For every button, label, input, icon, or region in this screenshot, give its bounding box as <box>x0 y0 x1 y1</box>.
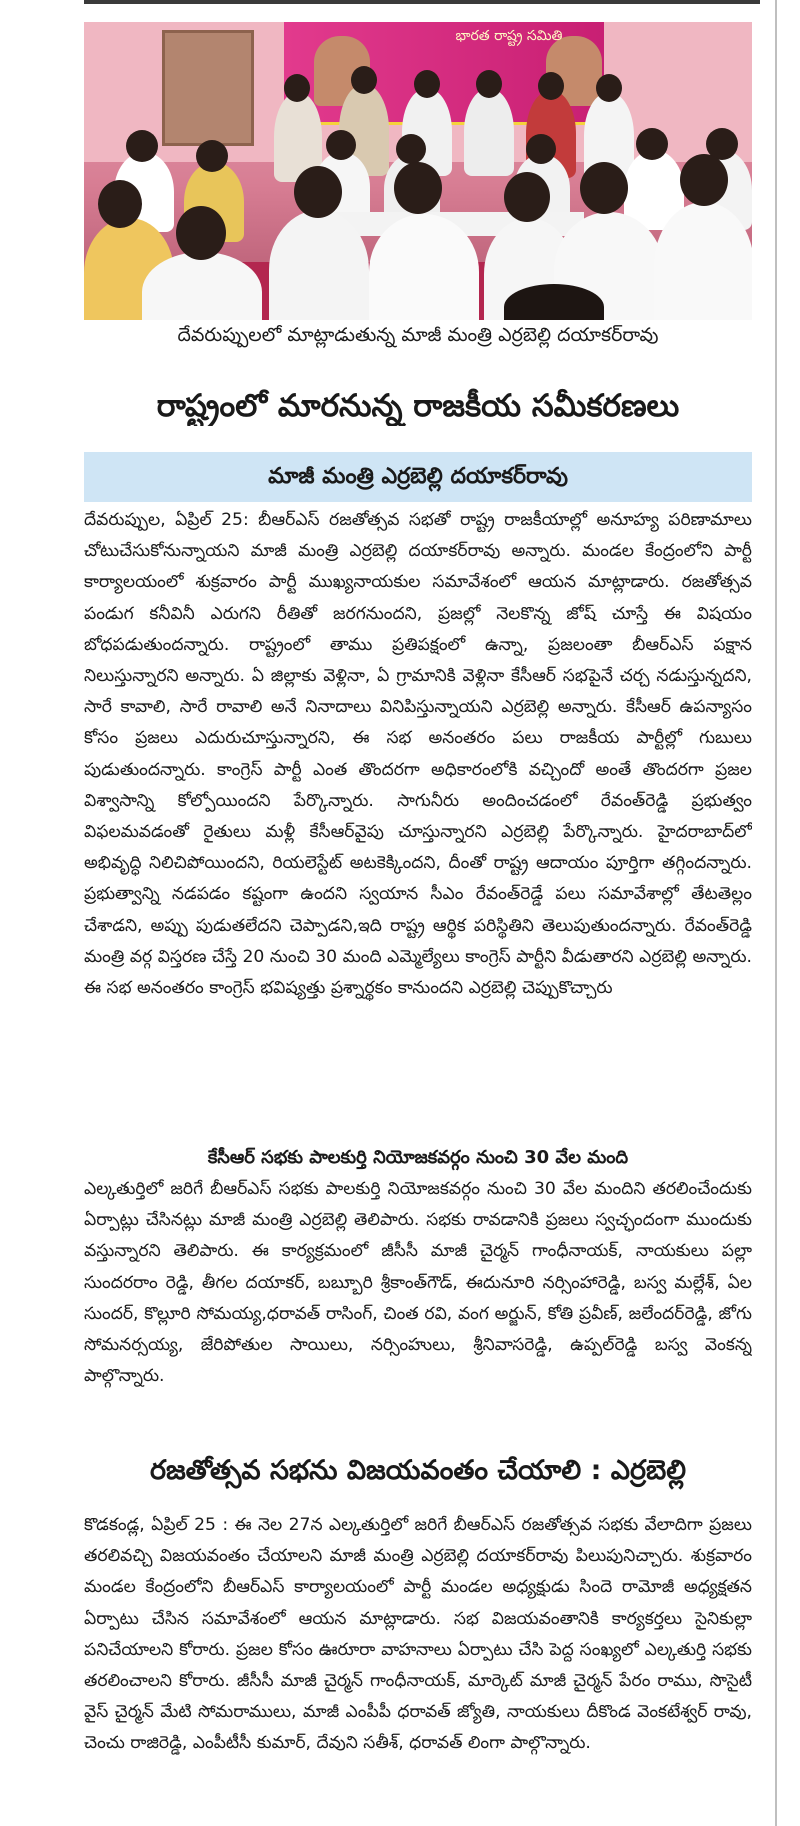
article-body-3 <box>84 1510 752 1826</box>
banner-text: భారత రాష్ట్ర సమితి <box>455 28 563 44</box>
article-paragraph: దేవరుప్పుల, ఏప్రిల్ 25: బీఆర్ఎస్ రజతోత్సవ సభతో రాష్ట్ర రాజకీయాల్లో అనూహ్య పరిణామాలు చోటుచేసుకోనున్నాయని మాజీ మంత్రి ఎర్రబెల్లి దయాకర్‌రావు అన్నారు. మండల కేంద్రంలోని పార్టీ కార్యాలయంలో శుక్రవారం పార్టీ ముఖ్యనాయకుల సమావేశంలో ఆయన మాట్లాడారు. రజతోత్సవ పండుగ కనీవినీ ఎరుగని రీతితో జరగనుందని, ప్రజల్లో నెలకొన్న జోష్ చూస్తే ఈ విషయం బోధపడుతుందన్నారు. రాష్ట్రంలో తాము ప్రతిపక్షంలో ఉన్నా, ప్రజలంతా బీఆర్ఎస్ పక్షాన నిలుస్తున్నారని అన్నారు. ఏ జిల్లాకు వెళ్లినా, ఏ గ్రామానికి వెళ్లినా కేసీఆర్ సభపైనే చర్చ నడుస్తున్నదని, సారే కావాలి, సారే రావాలి అనే నినాదాలు వినిపిస్తున్నాయని ఎర్రబెల్లి అన్నారు. కేసీఆర్ ఉపన్యాసం కోసం ప్రజలు ఎదురుచూస్తున్నారని, ఈ సభ అనంతరం పలు రాజకీయ పార్టీల్లో గుబులు పుడుతుందన్నారు. కాంగ్రెస్ పార్టీ ఎంత తొందరగా అధికారంలోకి వచ్చిందో అంతే తొందరగా ప్రజల విశ్వాసాన్ని కోల్పోయిందని పేర్కొన్నారు. సాగునీరు అందించడంలో రేవంత్‌రెడ్డి ప్రభుత్వం విఫలమవడంతో రైతులు మళ్లీ కేసీఆర్‌వైపు చూస్తున్నారని ఎర్రబెల్లి పేర్కొన్నారు. హైదరాబాద్‌లో అభివృద్ధి నిలిచిపోయిందని, రియలెస్టేట్ అటకెక్కిందని, దీంతో రాష్ట్ర ఆదాయం పూర్తిగా తగ్గిందన్నారు. ప్రభుత్వాన్ని నడపడం కష్టంగా ఉందని స్వయాన సీఎం రేవంత్‌రెడ్డే పలు సమావేశాల్లో తేటతెల్లం చేశాడని, అప్పు పుడుతలేదని చెప్పాడని,ఇది రాష్ట్ర ఆర్థిక పరిస్థితిని తెలుపుతుందన్నారు. రేవంత్‌రెడ్డి మంత్రి వర్గ విస్తరణ చేస్తే 20 నుంచి 30 మంది ఎమ్మెల్యేలు కాంగ్రెస్ పార్టీని వీడుతారని ఎర్రబెల్లి అన్నారు. ఈ సభ అనంతరం కాంగ్రెస్ భవిష్యత్తు ప్రశ్నార్థకం కానుందని ఎర్రబెల్లి చెప్పుకొచ్చారు <box>84 510 752 999</box>
article-body <box>84 505 752 1129</box>
subheading: కేసీఆర్ సభకు పాలకుర్తి నియోజకవర్గం నుంచి 30 వేల మంది <box>207 1147 629 1168</box>
photo-caption: దేవరుప్పులలో మాట్లాడుతున్న మాజీ మంత్రి ఎర్రబెల్లి దయాకర్‌రావు <box>177 324 659 346</box>
headline-2: రజతోత్సవ సభను విజయవంతం చేయాలి : ఎర్రబెల్లి <box>149 1455 687 1486</box>
headline: రాష్ట్రంలో మారనున్న రాజకీయ సమీకరణలు <box>156 388 680 424</box>
meeting-photo <box>84 22 752 320</box>
subheadline: మాజీ మంత్రి ఎర్రబెల్లి దయాకర్‌రావు <box>268 464 568 489</box>
article-paragraph: ఎల్కతుర్తిలో జరిగే బీఆర్ఎస్ సభకు పాలకుర్తి నియోజకవర్గం నుంచి 30 వేల మందిని తరలించేందుకు ఏర్పాట్లు చేసినట్లు మాజీ మంత్రి ఎర్రబెల్లి తెలిపారు. సభకు రావడానికి ప్రజలు స్వచ్ఛందంగా ముందుకు వస్తున్నారని తెలిపారు. ఈ కార్యక్రమంలో జీసీసీ మాజీ చైర్మన్ గాంధీనాయక్, నాయకులు పల్లా సుందరరాం రెడ్డి, తీగల దయాకర్, బబ్బూరి శ్రీకాంత్‌గౌడ్, ఈదునూరి నర్సింహారెడ్డి, బస్వ మల్లేశ్, ఏల సుందర్, కొల్లూరి సోమయ్య,ధరావత్ రాసింగ్, చింత రవి, వంగ అర్జున్, కోతి ప్రవీణ్, జలేందర్‌రెడ్డి, జోగు సోమనర్సయ్య, జేరిపోతుల సాయిలు, నర్సింహులు, శ్రీనివాసరెడ్డి, ఉప్పల్‌రెడ్డి బస్వ వెంకన్న పాల్గొన్నారు. <box>84 1179 752 1387</box>
door <box>162 30 254 146</box>
article-body-2 <box>84 1174 752 1426</box>
article-paragraph: కొడకండ్ల, ఏప్రిల్ 25 : ఈ నెల 27న ఎల్కతుర్తిలో జరిగే బీఆర్ఎస్ రజతోత్సవ సభకు వేలాదిగా ప్రజలు తరలివచ్చి విజయవంతం చేయాలని మాజీ మంత్రి ఎర్రబెల్లి దయాకర్‌రావు పిలుపునిచ్చారు. శుక్రవారం మండల కేంద్రంలోని బీఆర్ఎస్ కార్యాలయంలో పార్టీ మండల అధ్యక్షుడు సిందె రామోజీ అధ్యక్షతన ఏర్పాటు చేసిన సమావేశంలో ఆయన మాట్లాడారు. సభ విజయవంతానికి కార్యకర్తలు సైనికుల్లా పనిచేయాలని కోరారు. ప్రజల కోసం ఊరూరా వాహనాలు ఏర్పాటు చేసి పెద్ద సంఖ్యలో ఎల్కతుర్తి సభకు తరలించాలని కోరారు. జీసీసీ మాజీ చైర్మన్ గాంధీనాయక్, మార్కెట్ మాజీ చైర్మన్ పేరం రాము, సొసైటీ వైస్ చైర్మన్ మేటి సోమరాములు, మాజీ ఎంపీపీ ధరావత్ జ్యోతి, నాయకులు దీకొండ వెంకటేశ్వర్ రావు, చెంచు రాజిరెడ్డి, ఎంపీటీసీ కుమార్, దేవుని సతీశ్, ధరావత్ లింగా పాల్గొన్నారు. <box>84 1515 752 1754</box>
top-rule <box>84 0 760 4</box>
column-rule <box>775 0 777 1826</box>
